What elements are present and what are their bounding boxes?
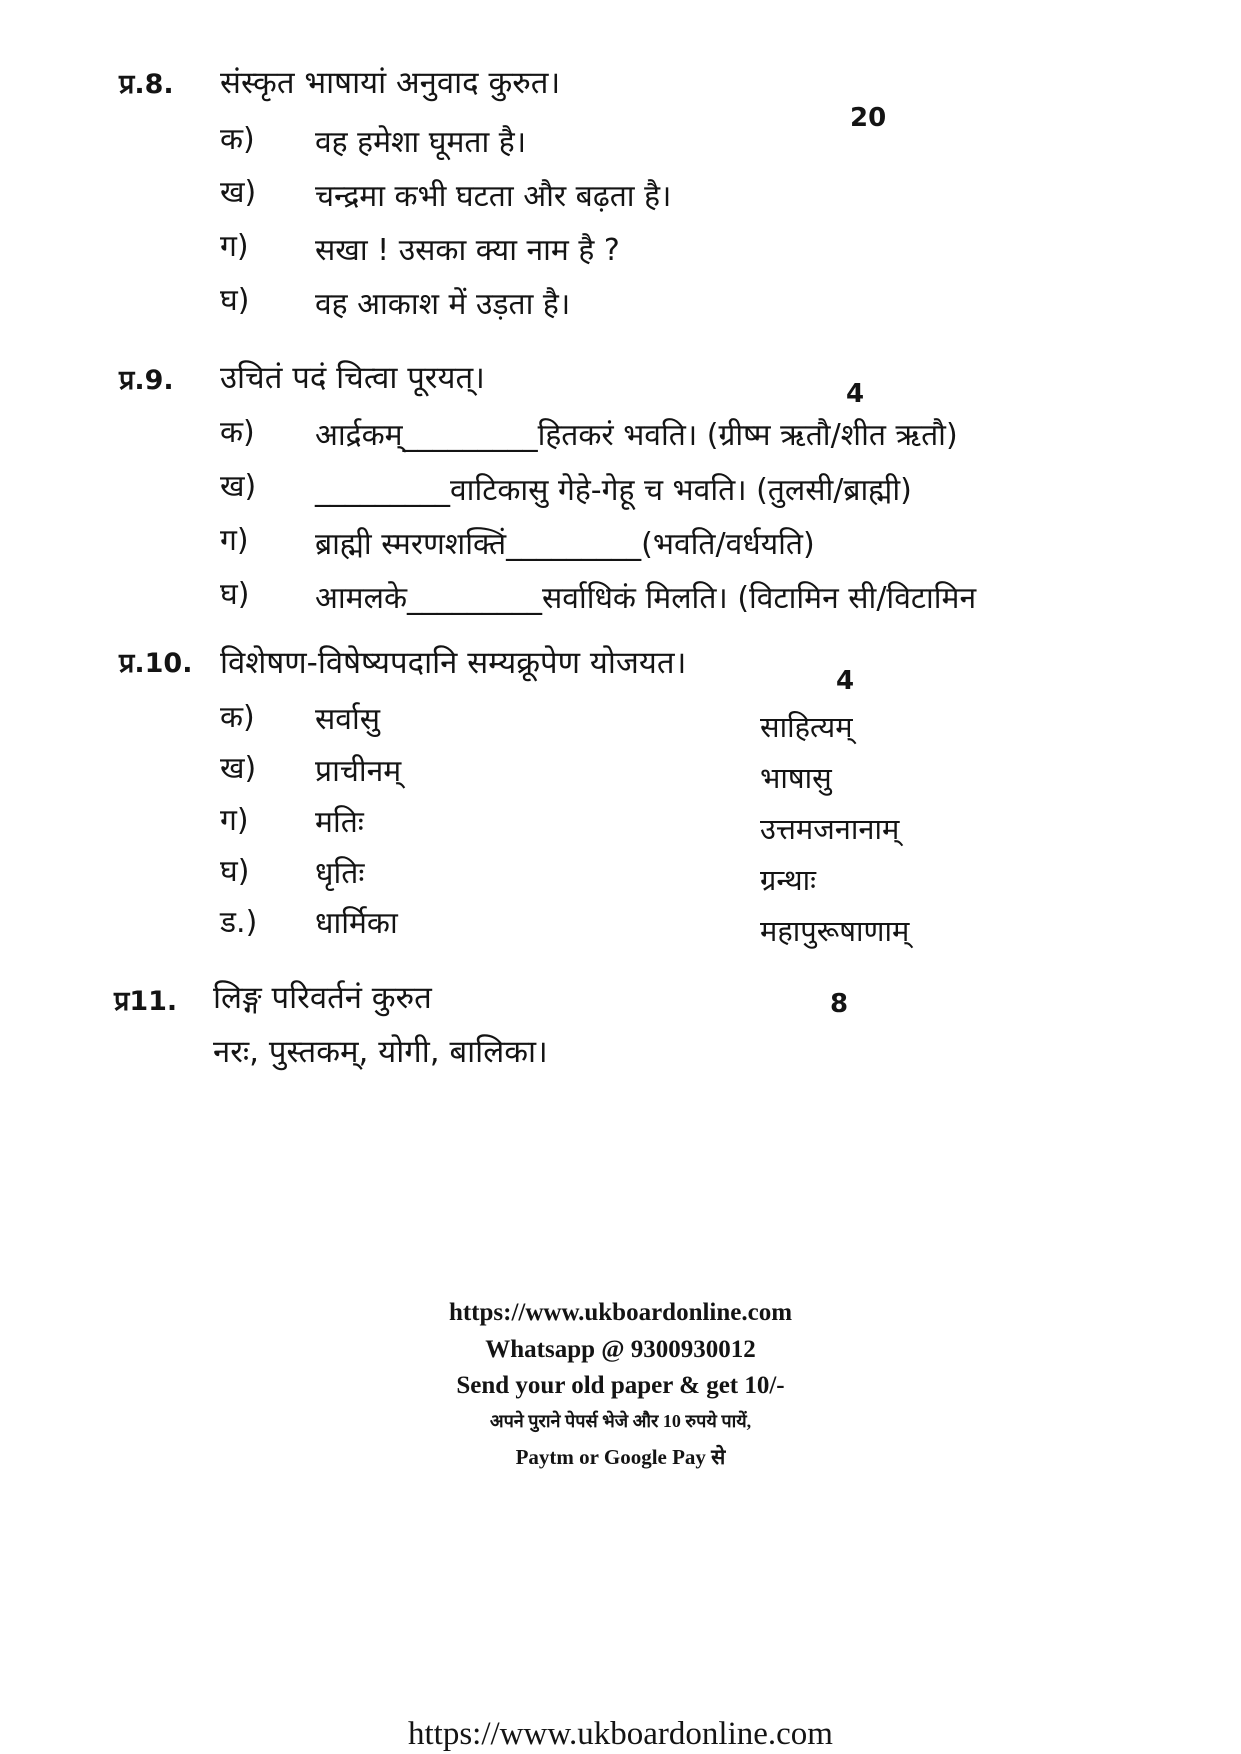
option-text: वह हमेशा घूमता है। [315,125,527,160]
match-left: धार्मिका [315,906,398,941]
match-left: सर्वासु [315,702,381,737]
question-marks: 20 [850,103,887,133]
option-label: ख) [220,469,257,504]
footer-url: https://www.ukboardonline.com [448,1299,793,1326]
match-label: क) [220,700,255,735]
question-text: विशेषण-विषेष्यपदानि सम्यक्रूपेण योजयत। [220,645,687,681]
match-label: ग) [220,803,249,838]
match-left: धृतिः [315,856,365,891]
question-marks: 8 [830,989,849,1019]
match-right: महापुरूषाणाम् [760,914,910,948]
question-text: उचितं पदं चित्वा पूरयत्। [220,360,485,396]
option-label: क) [220,122,255,157]
option-text: आर्द्रकम्_________हितकरं भवति। (ग्रीष्म ऋतौ/शीत ऋतौ) [315,418,958,453]
bottom-url: https://www.ukboardonline.com [408,1716,833,1752]
question-marks: 4 [836,666,855,696]
question-body: नरः, पुस्तकम्, योगी, बालिका। [213,1034,548,1070]
footer-whatsapp: Whatsapp @ 9300930012 [485,1336,756,1363]
option-label: घ) [220,577,250,612]
match-left: प्राचीनम् [315,754,402,789]
match-label: ख) [220,751,257,786]
option-text: ब्राह्मी स्मरणशक्तिं_________(भवति/वर्धयति) [315,527,815,562]
question-text: लिङ्ग परिवर्तनं कुरुत [213,980,432,1016]
option-label: क) [220,415,255,450]
option-label: ग) [220,229,249,264]
option-label: ख) [220,175,257,210]
question-number: प्र.10. [119,648,193,679]
option-text: आमलके_________सर्वाधिकं मिलति। (विटामिन सी/विटामिन [315,581,977,616]
question-number: प्र.8. [119,69,174,100]
match-right: उत्तमजनानाम् [760,812,900,846]
question-number: प्र11. [114,986,178,1017]
match-left: मतिः [315,805,364,840]
option-text: वह आकाश में उड़ता है। [315,287,571,322]
question-marks: 4 [846,379,865,409]
question-number: प्र.9. [119,365,174,396]
match-right: साहित्यम् [760,710,853,744]
option-label: ग) [220,523,249,558]
match-label: घ) [220,854,250,889]
option-label: घ) [220,283,250,318]
footer-payment: Paytm or Google Pay से [515,1445,726,1469]
match-right: भाषासु [760,761,832,795]
question-text: संस्कृत भाषायां अनुवाद कुरुत। [220,65,561,101]
match-right: ग्रन्थाः [760,863,816,897]
match-label: ड.) [220,905,258,940]
option-text: सखा ! उसका क्या नाम है ? [315,233,620,268]
footer-hindi-line: अपने पुराने पेपर्स भेजे और 10 रुपये पायें, [489,1411,752,1431]
option-text: _________वाटिकासु गेहे-गेहू च भवति। (तुलसी/ब्राह्मी) [315,473,912,508]
footer-offer: Send your old paper & get 10/- [456,1372,785,1399]
option-text: चन्द्रमा कभी घटता और बढ़ता है। [315,179,672,214]
